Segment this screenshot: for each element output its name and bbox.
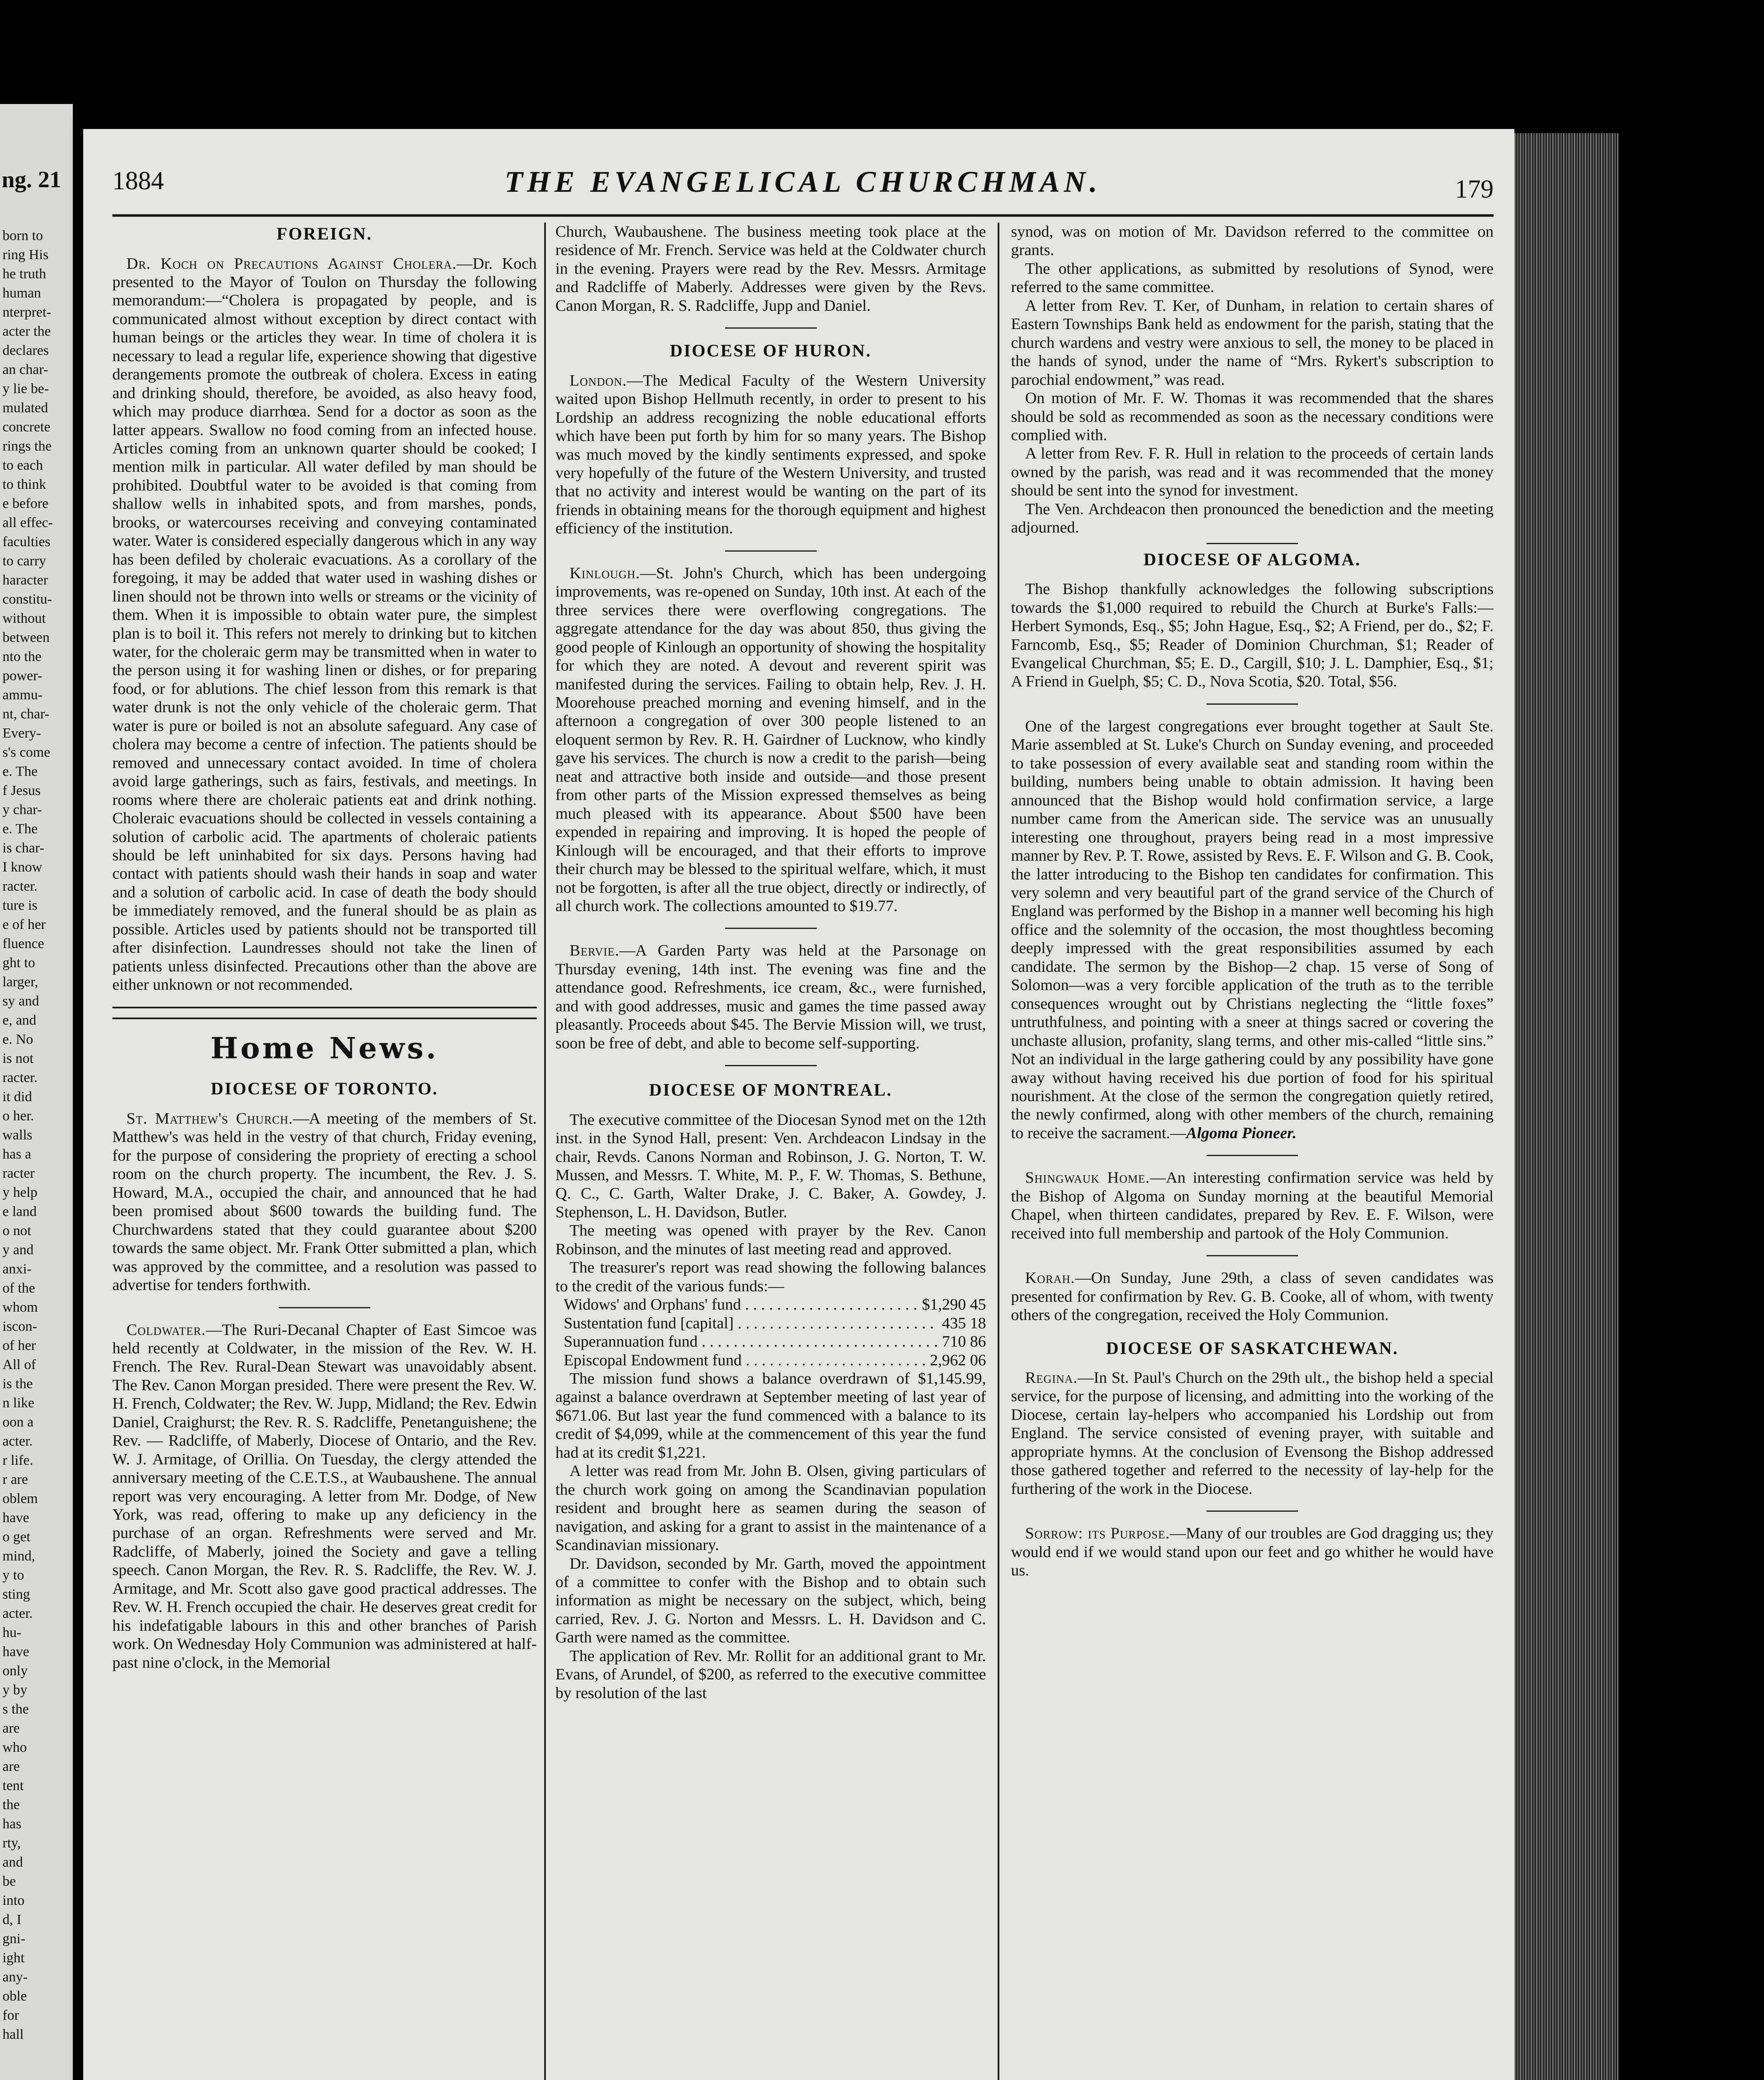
left-page-fragment: rings the	[2, 438, 52, 454]
left-page-fragment: without	[2, 611, 46, 626]
left-page-fragment: ammu-	[2, 687, 43, 703]
section-divider	[112, 1007, 537, 1019]
article-body: One of the largest congregations ever brought together at Sault Ste. Marie assembled at St. Luke's Church on Sunday evening, and proceeded to take possession of every available seat and standing room within the building, numbers being unable to obtain admission. It having been announced that the Bishop would hold confirmation service, a large number came from the American side. The service was an unusually interesting one throughout, prayers being read in a most impressive manner by Rev. P. T. Rowe, assisted by Revs. E. F. Wilson and G. B. Cook, the latter introducing to the Bishop ten candidates for confirmation. This very solemn and very beautiful part of the grand service of the Church of England was performed by the Bishop in a manner well becoming his high office and the solemnity of the occasion, the most thoughtless becoming deeply impressed with the great responsibilities assumed by each candidate. The sermon by the Bishop—2 chap. 15 verse of Song of Solomon—was a very forcible application of the truth as to the terrible consequences wrought out by Christians neglecting the “little foxes” untruthfulness, and pointing with a sneer at things sacred or covering the unchaste allusion, profanity, slang terms, and other mis-called “little sins.” Not an individual in the large gathering could by any possibility have gone away without having received his due portion of food for his spiritual nourishment. At the close of the sermon the congregation quietly retired, the newly confirmed, along with other members of the church, remaining to receive the sacrament.—	[1011, 717, 1494, 1142]
header-year: 1884	[112, 167, 164, 195]
left-page-fragment: oble	[2, 1988, 27, 2004]
left-page-fragment: rty,	[2, 1835, 21, 1851]
left-page-fragment: y lie be-	[2, 381, 49, 396]
left-page-fragment: has	[2, 1816, 22, 1832]
left-page-fragment: oon a	[2, 1414, 34, 1430]
column-rule	[544, 223, 546, 2080]
article-divider	[725, 1065, 817, 1066]
left-page-fragment: f Jesus	[2, 783, 41, 798]
fund-amount: 435 18	[942, 1314, 986, 1332]
article-lede: Kinlough.	[570, 564, 640, 582]
left-page-fragment: and	[2, 1855, 23, 1870]
section-heading-toronto: DIOCESE OF TORONTO.	[211, 1080, 439, 1099]
left-page-fragment: Every-	[2, 726, 41, 741]
left-page-fragment: sy and	[2, 993, 39, 1009]
left-page-fragment: tent	[2, 1778, 24, 1793]
masthead-title: THE EVANGELICAL CHURCHMAN.	[504, 165, 1102, 198]
left-page-fragment: e. The	[2, 764, 38, 779]
article-kinlough	[555, 564, 986, 916]
article-lede: Dr. Koch on Precautions Against Cholera.	[126, 255, 457, 272]
left-page-fragment: sting	[2, 1587, 30, 1602]
paragraph: The meeting was opened with prayer by the Rev. Canon Robinson, and the minutes of last meeting read and approved.	[555, 1222, 986, 1258]
article-bervie	[555, 941, 986, 1052]
left-page-fragment: larger,	[2, 974, 38, 990]
article-body: —Dr. Koch presented to the Mayor of Toulon on Thursday the following memorandum:—“Cholera is propagated by people, and is communicated almost without exception by direct contact with human beings or the articles they wear. In time of cholera it is necessary to lead a regular life, experience showing that digestive derangements promote the outbreak of cholera. Excess in eating and drinking should, therefore, be avoided, as also heavy food, which may produce diarrhœa. Send for a doctor as soon as the latter appears. Swallow no food coming from an infected house. Articles coming from an unknown quarter should be cooked; I mention milk in particular. All water defiled by man should be prohibited. Doubtful water to be avoided is that coming from shallow wells in inhabited spots, and from marshes, ponds, brooks, or watercourses receiving and conveying contaminated water. Water is considered especially dangerous which in any way has been defiled by choleraic evacuations. As a corollary of the foregoing, it may be added that water used in washing dishes or linen should not be thrown into wells or streams or the vicinity of them. When it is impossible to obtain water pure, the simplest plan is to boil it. This refers not merely to drinking but to kitchen water, for the choleraic germ may be transmitted when in water to the person using it for washing linen or dishes, or for preparing food, or for ablutions. The chief lesson from this remark is that water drunk is not the only vehicle of the choleraic germ. That water is pure or boiled is not an absolute safeguard. Any case of cholera may become a centre of infection. The patients should be removed and unnecessary contact avoided. In time of cholera avoid large gatherings, such as fairs, festivals, and meetings. In rooms where there are choleraic patients eat and drink nothing. Choleraic evacuations should be collected in vessels containing a solution of carbolic acid. The apartments of choleraic patients should be left uninhabited for six days. Persons having had contact with patients should wash their hands in soap and water and a solution of carbolic acid. In case of death the body should be immediately removed, and the funeral should be as plain as possible. Articles used by patients should not be transported till after disinfection. Laundresses should not take the linen of patients unless disinfected. Precautions other than the above are either unknown or not recommended.	[112, 255, 537, 994]
left-page-fragment: all effec-	[2, 515, 53, 530]
running-header	[112, 166, 1494, 204]
article-lede: Sorrow: its Purpose.	[1025, 1525, 1170, 1543]
paragraph: The other applications, as submitted by resolutions of Synod, were referred to the same committee.	[1011, 260, 1494, 296]
left-page-fragment: to each	[2, 458, 43, 473]
left-page-fragment: acter the	[2, 324, 51, 339]
section-heading-algoma: DIOCESE OF ALGOMA.	[1143, 550, 1361, 570]
left-page-fragment: e of her	[2, 917, 46, 932]
article-coldwater	[112, 1321, 537, 1672]
fund-row	[555, 1351, 986, 1369]
fund-label: Episcopal Endowment fund . . .	[564, 1351, 927, 1369]
paragraph: The Bishop thankfully acknowledges the following subscriptions towards the $1,000 required to rebuild the Church at Burke's Falls:—Herbert Symonds, Esq., $5; John Hague, Esq., $2; A Friend, per do., $2; F. Farncomb, Esq., $5; Reader of Dominion Churchman, $1; Reader of Evangelical Churchman, $5; E. D., Cargill, $10; J. L. Damphier, Esq., $1; A Friend in Guelph, $5; C. D., Nova Scotia, $20. Total, $56.	[1011, 580, 1494, 691]
article-divider	[1207, 1255, 1298, 1256]
left-page-fragment: e before	[2, 496, 49, 511]
left-page-fragment: haracter	[2, 572, 48, 588]
paragraph: The Ven. Archdeacon then pronounced the benediction and the meeting adjourned.	[1011, 500, 1494, 537]
article-divider	[725, 327, 817, 329]
paragraph: The executive committee of the Diocesan Synod met on the 12th inst. in the Synod Hall, present: Ven. Archdeacon Lindsay in the chair, Revds. Canons Norman and Robinson, J. G. Norton, T. W. Mussen, and Messrs. T. White, M. P., F. W. Thomas, S. Bethune, Q. C., C. Garth, Walter Drake, J. C. Baker, A. Gowdey, J. Stephenson, L. H. Davidson, Butler.	[555, 1111, 986, 1221]
left-page-fragment: into	[2, 1893, 25, 1908]
left-page-fragment: e, and	[2, 1013, 37, 1028]
left-page-fragment: ring His	[2, 247, 49, 262]
fund-label: Superannuation fund . . .	[564, 1332, 939, 1351]
left-page-fragment: born to	[2, 228, 43, 243]
fund-amount: 2,962 06	[930, 1351, 986, 1369]
article-sault-ste-marie	[1011, 717, 1494, 1142]
left-page-fragment: for	[2, 2008, 19, 2023]
newspaper-page	[83, 129, 1514, 2080]
article-credit: Algoma Pioneer.	[1186, 1124, 1297, 1142]
article-body: —The Ruri-Decanal Chapter of East Simcoe was held recently at Coldwater, in the mission of the Rev. W. H. French. The Rev. Rural-Dean Stewart was unavoidably absent. The Rev. Canon Morgan presided. There were present the Rev. W. H. French, Coldwater; the Rev. W. Jupp, Midland; the Rev. Edwin Daniel, Craighurst; the Rev. R. S. Radcliffe, Penetanguishene; the Rev. — Radcliffe, of Maberly, Diocese of Ontario, and the Rev. W. J. Armitage, of Orillia. On Tuesday, the clergy attended the anniversary meeting of the C.E.T.S., at Waubaushene. The annual report was very encouraging. A letter from Mr. Dodge, of New York, was read, offering to make up any deficiency in the purchase of an organ. Refreshments were served and Mr. Radcliffe, of Maberly, joined the Society and gave a telling speech. Canon Morgan, the Rev. R. S. Radcliffe, the Rev. W. J. Armitage, and Mr. Scott also gave good practical addresses. The Rev. W. H. French occupied the chair. He deserves great credit for his indefatigable labours in this and other branches of Parish work. On Wednesday Holy Communion was administered at half-past nine o'clock, in the Memorial	[112, 1321, 537, 1671]
paragraph: A letter was read from Mr. John B. Olsen, giving particulars of the church work going on among the Scandinavian population resident and brought here as seamen during the season of navigation, and asking for a grant to assist in the maintenance of a Scandinavian missionary.	[555, 1462, 986, 1554]
article-lede: Bervie.	[570, 942, 619, 960]
section-heading-huron: DIOCESE OF HURON.	[670, 342, 872, 361]
header-rule	[112, 214, 1494, 217]
column-2	[555, 223, 986, 2080]
left-page-fragment: iscon-	[2, 1319, 37, 1334]
paragraph: Dr. Davidson, seconded by Mr. Garth, moved the appointment of a committee to confer with the Bishop and to obtain such information as might be necessary on the subject, which, being carried, Rev. J. G. Norton and Messrs. L. H. Davidson and C. Garth were named as the committee.	[555, 1555, 986, 1647]
article-body: —In St. Paul's Church on the 29th ult., the bishop held a special service, for the purpose of licensing, and admitting into the working of the Diocese, certain lay-helpers who accompanied his Lordship out from England. The service consisted of evening prayer, with suitable and appropriate hymns. At the conclusion of Evensong the Bishop addressed those gathered together and referred to the necessity of lay-help for the furthering of the work in the Diocese.	[1011, 1369, 1494, 1498]
left-page-fragment: oblem	[2, 1491, 38, 1506]
paragraph: The application of Rev. Mr. Rollit for an additional grant to Mr. Evans, of Arundel, of $200, as referred to the executive committee by resolution of the last	[555, 1647, 986, 1702]
left-page-fragment: anxi-	[2, 1261, 32, 1277]
section-heading-montreal: DIOCESE OF MONTREAL.	[649, 1081, 892, 1100]
left-page-fragment: y char-	[2, 802, 42, 817]
paragraph: A letter from Rev. F. R. Hull in relation to the proceeds of certain lands owned by the parish, was read and it was recommended that the money should be sent into the synod for investment.	[1011, 445, 1494, 500]
left-page-fragment: walls	[2, 1127, 32, 1143]
left-page-fragment: have	[2, 1510, 30, 1525]
article-lede: Regina.	[1025, 1369, 1078, 1387]
article-regina	[1011, 1369, 1494, 1498]
left-page-fragment: fluence	[2, 936, 45, 951]
article-body: —A Garden Party was held at the Parsonage on Thursday evening, 14th inst. The evening was fine and the attendance good. Refreshments, ice cream, &c., were furnished, and with good addresses, music and games the time passed away pleasantly. Proceeds about $45. The Bervie Mission will, we trust, soon be free of debt, and able to become self-supporting.	[555, 942, 986, 1052]
paragraph: On motion of Mr. F. W. Thomas it was recommended that the shares should be sold as recommended as soon as the necessary conditions were complied with.	[1011, 389, 1494, 444]
left-page-fragment: o her.	[2, 1108, 34, 1124]
left-page-fragment: r life.	[2, 1453, 33, 1468]
section-heading-foreign: FOREIGN.	[276, 225, 373, 244]
article-cholera	[112, 255, 537, 994]
left-page-fragment: faculties	[2, 534, 51, 550]
left-page-fragment: declares	[2, 343, 49, 358]
left-page-fragment: mulated	[2, 400, 48, 416]
left-page-fragment: an char-	[2, 362, 48, 377]
left-page-fragment: s the	[2, 1701, 29, 1717]
column-rule	[998, 223, 999, 2080]
left-page-fragment: racter.	[2, 1070, 37, 1085]
column-1	[112, 223, 537, 2080]
left-page-fragment: ight	[2, 1950, 25, 1966]
left-page-fragment: constitu-	[2, 592, 52, 607]
article-waubaushene-cont: Church, Waubaushene. The business meeting took place at the residence of Mr. French. Service was held at the Coldwater church in the evening. Prayers were read by the Rev. Messrs. Armitage and Radcliffe of Maberly. Addresses were given by the Revs. Canon Morgan, R. S. Radcliffe, Jupp and Daniel.	[555, 223, 986, 314]
article-lede: London.	[570, 371, 627, 389]
left-page-fragment: are	[2, 1759, 20, 1774]
left-page-fragment: d, I	[2, 1912, 22, 1927]
left-page-fragment: y by	[2, 1682, 27, 1698]
left-page-fragment: human	[2, 285, 41, 301]
left-page-fragment: power-	[2, 668, 42, 683]
left-page-fragment: it did	[2, 1089, 32, 1104]
paragraph: synod, was on motion of Mr. Davidson referred to the committee on grants.	[1011, 223, 1494, 259]
left-page-fragment: ght to	[2, 955, 35, 971]
left-page-fragment: All of	[2, 1357, 36, 1372]
fund-label: Sustentation fund [capital] . . .	[564, 1314, 939, 1332]
left-page-fragment: is the	[2, 1376, 33, 1392]
left-page-fragment: nterpret-	[2, 305, 52, 320]
left-page-fragment: who	[2, 1740, 27, 1755]
article-body: —St. John's Church, which has been undergoing improvements, was re-opened on Sunday, 10th inst. At each of the three services there were overflowing congregations. The aggregate attendance for the day was about 850, thus giving the good people of Kinlough an opportunity of showing the hospitality for which they are noted. A devout and reverent spirit was manifested during the services. Failing to obtain help, Rev. J. H. Moorehouse preached morning and evening himself, and in the afternoon a congregation of over 300 people listened to an eloquent sermon by Rev. R. H. Gairdner of Lucknow, who kindly gave his services. The church is now a credit to the parish—being neat and attractive both inside and outside—and those present from other parts of the Mission expressed themselves as being much pleased with its appearance. About $500 have been expended in repairing and improving. It is hoped the people of Kinlough will be encouraged, and that their efforts to improve their church may be blessed to the spiritual welfare, which, it must not be forgotten, is after all the true object, directly or indirectly, of all church work. The collections amounted to $19.77.	[555, 564, 986, 915]
article-london	[555, 371, 986, 538]
left-page-fragment: e. No	[2, 1032, 33, 1047]
left-page-fragment: has a	[2, 1146, 31, 1162]
left-page-fragment: hu-	[2, 1625, 22, 1640]
article-divider	[1207, 1155, 1298, 1156]
article-body: —The Medical Faculty of the Western University waited upon Bishop Hellmuth recently, in order to present to his Lordship an address recognizing the noble educational efforts which have been put forth by him for so many years. The Bishop was much moved by the kindly sentiments expressed, and spoke very hopefully of the future of the Western University, and trusted that no activity and interest would be wanting on the part of its friends in obtaining means for the thorough equipment and highest efficiency of the institution.	[555, 371, 986, 537]
left-page-fragment: racter	[2, 1166, 35, 1181]
left-page-fragment: of her	[2, 1338, 36, 1353]
article-st-matthews	[112, 1109, 537, 1295]
left-facing-page	[0, 104, 73, 2080]
funds-table	[555, 1295, 986, 1369]
left-page-fragment: mind,	[2, 1548, 35, 1564]
book-page-edges	[1514, 133, 1618, 2080]
fund-label: Widows' and Orphans' fund . . .	[564, 1295, 919, 1314]
left-page-fragment: s's come	[2, 745, 50, 760]
article-shingwauk	[1011, 1169, 1494, 1243]
article-korah	[1011, 1269, 1494, 1324]
fund-row	[555, 1295, 986, 1314]
left-page-fragment: concrete	[2, 419, 51, 435]
article-lede: Korah.	[1025, 1269, 1075, 1287]
left-page-fragment: o get	[2, 1529, 31, 1545]
left-page-fragment: between	[2, 630, 50, 645]
fund-row	[555, 1332, 986, 1351]
left-page-fragment: to carry	[2, 553, 46, 569]
left-page-fragment: o not	[2, 1223, 31, 1238]
paragraph: The mission fund shows a balance overdrawn of $1,145.99, against a balance overdrawn at September meeting of last year of $671.06. But last year the fund commenced with a balance to its credit of $4,099, while at the commencement of this year the fund had at its credit $1,221.	[555, 1370, 986, 1461]
left-page-fragment: are	[2, 1721, 20, 1736]
article-lede: Shingwauk Home.	[1025, 1169, 1150, 1187]
left-page-fragment: have	[2, 1644, 30, 1659]
left-page-fragment: any-	[2, 1969, 28, 1985]
left-page-fragment: the	[2, 1797, 20, 1813]
left-page-fragment: y help	[2, 1185, 38, 1200]
left-page-fragment: he truth	[2, 266, 46, 282]
left-page-fragment: be	[2, 1874, 16, 1889]
left-page-fragment: nto the	[2, 649, 42, 664]
left-page-fragment: to think	[2, 477, 46, 492]
left-page-fragment: gni-	[2, 1931, 25, 1946]
left-page-fragment: e. The	[2, 821, 38, 837]
left-page-fragment: y and	[2, 1242, 34, 1258]
left-page-fragment: acter.	[2, 1434, 33, 1449]
article-lede: Coldwater.	[126, 1321, 206, 1339]
article-divider	[725, 550, 817, 552]
left-page-fragment: ture is	[2, 898, 38, 913]
left-page-fragment: is char-	[2, 840, 45, 856]
left-page-fragment: y to	[2, 1567, 24, 1583]
article-body: —An interesting confirmation service was held by the Bishop of Algoma on Sunday morning at the beautiful Memorial Chapel, when thirteen candidates, prepared by Rev. E. F. Wilson, were received into full membership and partook of the Holy Communion.	[1011, 1169, 1494, 1242]
fund-row	[555, 1314, 986, 1332]
left-page-fragment: r are	[2, 1472, 28, 1487]
left-page-fragment: hall	[2, 2027, 24, 2042]
page-number: 179	[1455, 175, 1494, 203]
left-page-fragment: is not	[2, 1051, 34, 1066]
paragraph: The treasurer's report was read showing the following balances to the credit of the various funds:—	[555, 1259, 986, 1295]
fund-amount: 710 86	[942, 1333, 986, 1351]
article-body: —Many of our troubles are God dragging us; they would end if we would stand upon our feet and go whither he would have us.	[1011, 1525, 1494, 1580]
article-divider	[1207, 1510, 1298, 1512]
article-sorrow	[1011, 1524, 1494, 1580]
article-divider	[725, 928, 817, 929]
left-page-fragment: whom	[2, 1300, 38, 1315]
article-lede: St. Matthew's Church.	[126, 1109, 293, 1127]
article-body: —A meeting of the members of St. Matthew's was held in the vestry of that church, Friday evening, for the purpose of considering the propriety of erecting a school room on the church property. The incumbent, the Rev. J. S. Howard, M.A., occupied the chair, and announced that he had been promised about $600 towards the building fund. The Churchwardens stated that they could guarantee about $200 towards the same object. Mr. Frank Otter submitted a plan, which was approved by the committee, and a resolution was passed to advertise for tenders forthwith.	[112, 1109, 537, 1294]
left-page-fragment: only	[2, 1663, 28, 1679]
left-page-fragment: e land	[2, 1204, 37, 1219]
left-page-fragment: nt, char-	[2, 706, 50, 722]
left-page-fragment: racter.	[2, 879, 37, 894]
fund-amount: $1,290 45	[922, 1296, 986, 1314]
left-page-fragment: of the	[2, 1280, 35, 1296]
article-divider	[279, 1307, 370, 1308]
article-divider	[1207, 703, 1298, 705]
section-banner-home-news: Home News.	[210, 1030, 439, 1065]
article-body: —On Sunday, June 29th, a class of seven candidates was presented for confirmation by Rev. G. B. Cooke, all of whom, with twenty others of the congregation, received the Holy Communion.	[1011, 1269, 1494, 1324]
paragraph: A letter from Rev. T. Ker, of Dunham, in relation to certain shares of Eastern Townships Bank held as endowment for the parish, stating that the church wardens and vestry were anxious to sell, the money to be placed in the hands of synod, under the name of “Mrs. Rykert's subscription to parochial endowment,” was read.	[1011, 297, 1494, 389]
left-page-fragment: I know	[2, 859, 42, 875]
left-page-fragment: acter.	[2, 1606, 33, 1621]
article-divider	[1207, 543, 1298, 544]
left-page-fragment: n like	[2, 1395, 35, 1411]
left-page-header: ng. 21	[2, 167, 62, 193]
section-heading-saskatchewan: DIOCESE OF SASKATCHEWAN.	[1106, 1339, 1399, 1358]
column-3	[1011, 223, 1494, 2080]
